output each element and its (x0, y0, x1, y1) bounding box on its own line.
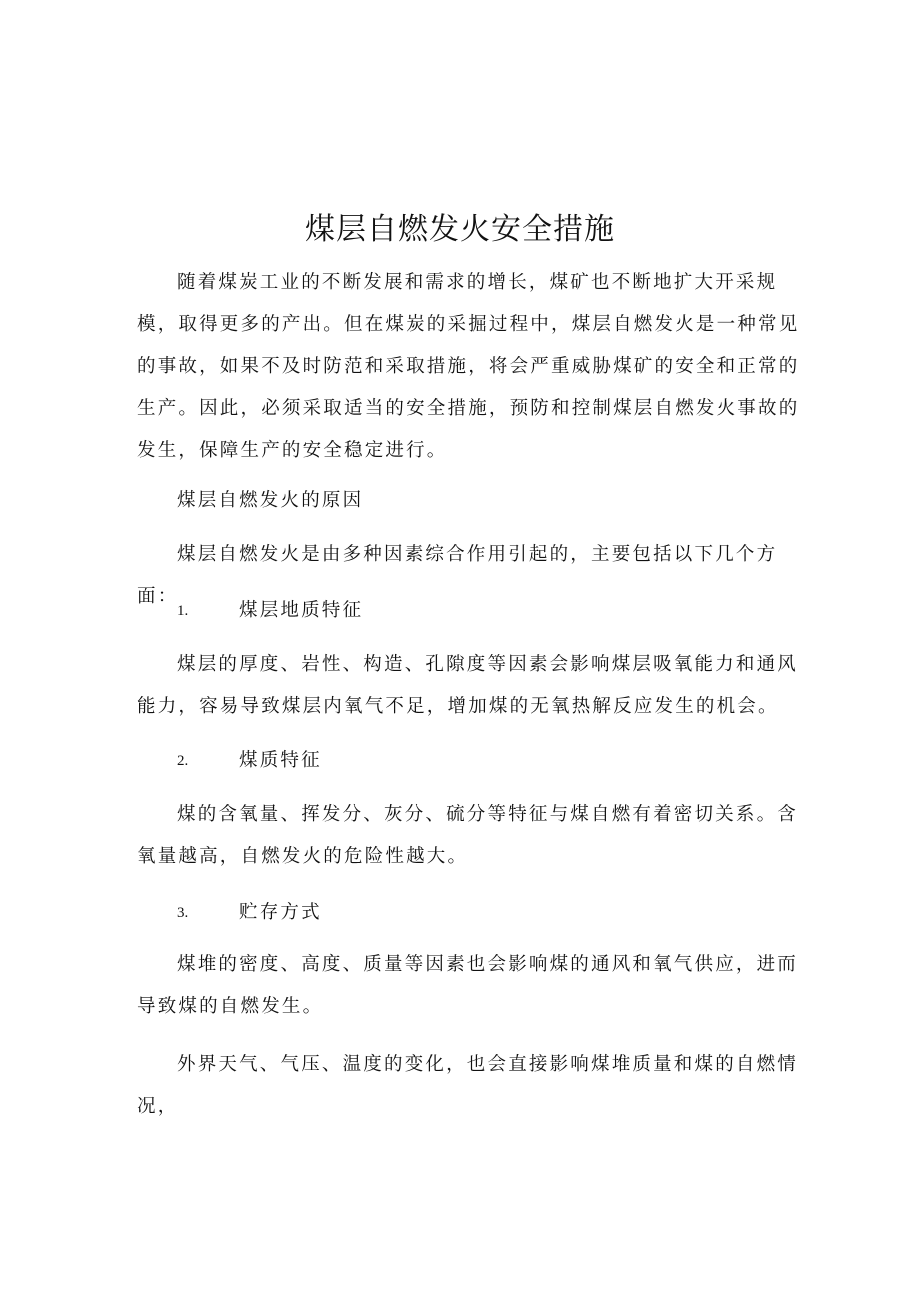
item-3-heading (177, 892, 807, 934)
item-2-paragraph: 煤的含氧量、挥发分、灰分、硫分等特征与煤自燃有着密切关系。含氧量越高，自燃发火的危险性越大。 (137, 804, 799, 867)
section-intro-paragraph: 煤层自燃发火是由多种因素综合作用引起的，主要包括以下几个方面： (137, 544, 778, 607)
item-3-paragraph: 煤堆的密度、高度、质量等因素也会影响煤的通风和氧气供应，进而导致煤的自燃发生。 (137, 954, 799, 1017)
item-1-title: 煤层地质特征 (239, 600, 364, 621)
item-2-title: 煤质特征 (239, 750, 322, 771)
item-1-heading (177, 590, 807, 632)
document-title: 煤层自燃发火安全措施 (305, 212, 615, 247)
section-heading: 煤层自燃发火的原因 (177, 490, 364, 511)
intro-paragraph: 随着煤炭工业的不断发展和需求的增长，煤矿也不断地扩大开采规模，取得更多的产出。但在煤炭的采掘过程中，煤层自燃发火是一种常见的事故，如果不及时防范和采取措施，将会严重威胁煤矿的安全和正常的生产。因此，必须采取适当的安全措施，预防和控制煤层自燃发火事故的发生，保障生产的安全稳定进行。 (137, 272, 800, 461)
trailing-paragraph: 外界天气、气压、温度的变化，也会直接影响煤堆质量和煤的自燃情况， (137, 1054, 799, 1117)
item-2-heading (177, 740, 807, 782)
item-3-title: 贮存方式 (239, 902, 322, 923)
item-3-number: 3. (177, 905, 189, 921)
item-1-paragraph: 煤层的厚度、岩性、构造、孔隙度等因素会影响煤层吸氧能力和通风能力，容易导致煤层内氧气不足，增加煤的无氧热解反应发生的机会。 (137, 654, 799, 717)
item-2-number: 2. (177, 753, 189, 769)
item-1-number: 1. (177, 603, 189, 619)
